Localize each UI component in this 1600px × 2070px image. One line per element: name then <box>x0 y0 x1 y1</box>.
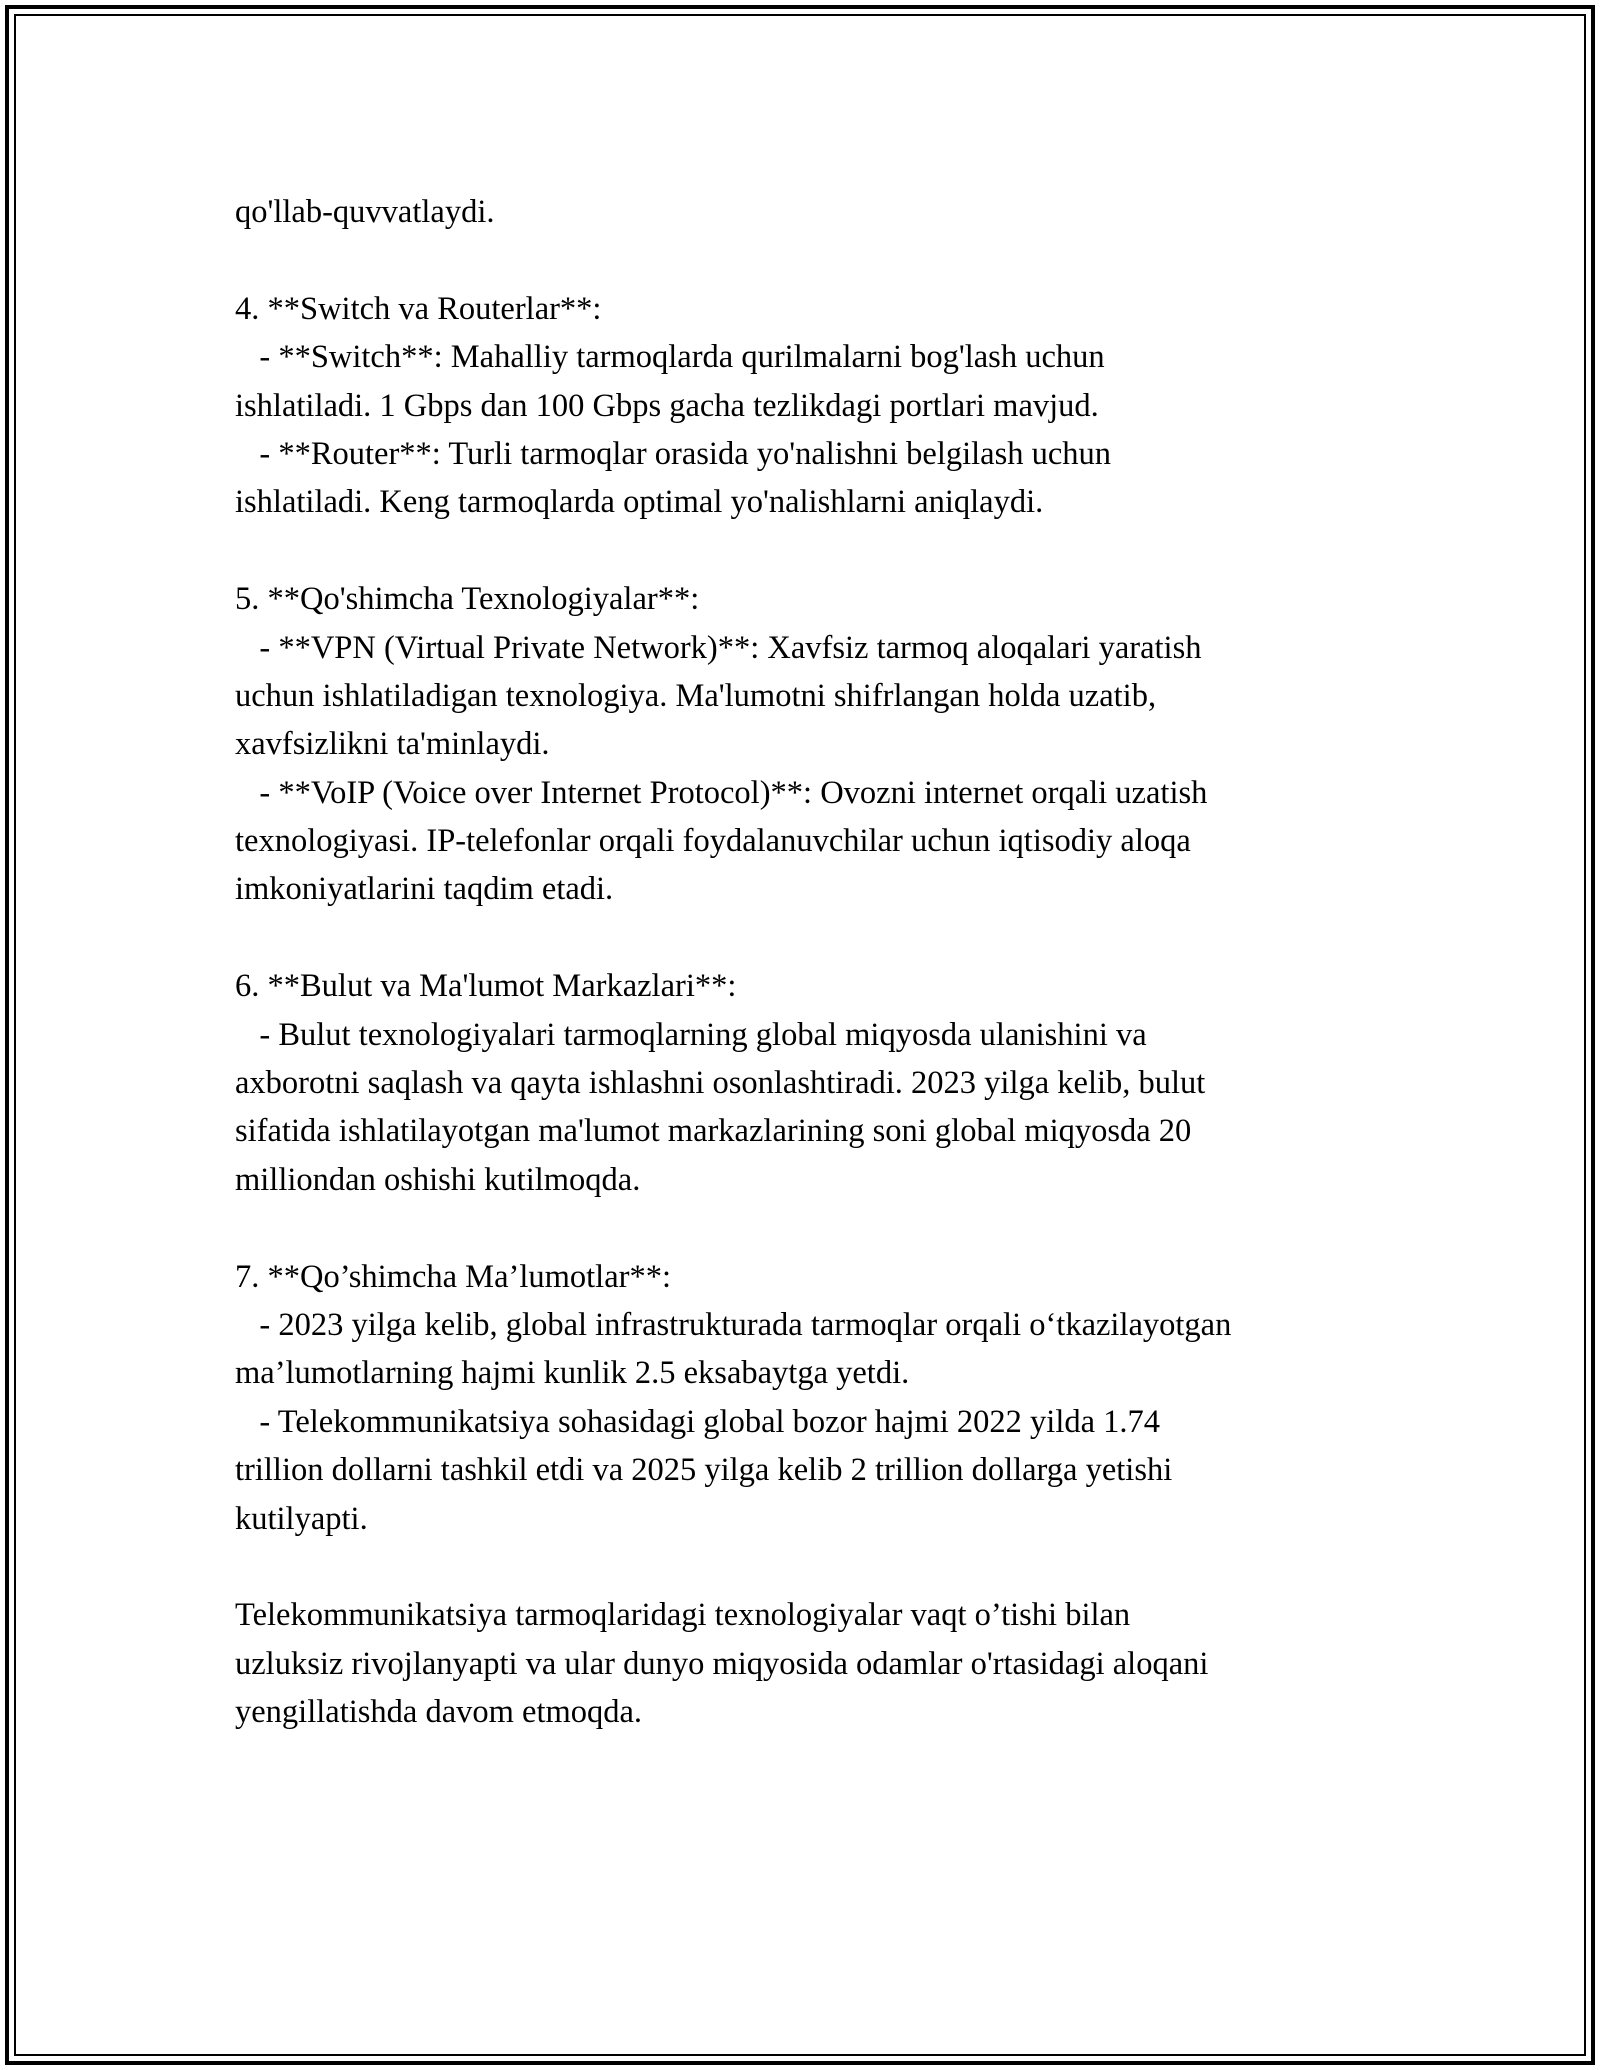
text-line: - **VoIP (Voice over Internet Protocol)**: Ovozni internet orqali uzatish <box>235 774 1208 811</box>
text-line: ma’lumotlarning hajmi kunlik 2.5 eksabaytga yetdi. <box>235 1355 910 1392</box>
text-line: texnologiyasi. IP-telefonlar orqali foydalanuvchilar uchun iqtisodiy aloqa <box>235 823 1191 860</box>
text-line: - **Router**: Turli tarmoqlar orasida yo'nalishni belgilash uchun <box>235 435 1112 472</box>
blank-line <box>235 1204 1385 1252</box>
text-line: milliondan oshishi kutilmoqda. <box>235 1161 641 1198</box>
section-heading: 4. **Switch va Routerlar**: <box>235 290 602 327</box>
text-line: Telekommunikatsiya tarmoqlaridagi texnologiyalar vaqt o’tishi bilan <box>235 1597 1131 1634</box>
blank-line <box>235 236 1385 284</box>
text-line: sifatida ishlatilayotgan ma'lumot markazlarining soni global miqyosda 20 <box>235 1113 1192 1150</box>
text-line: axborotni saqlash va qayta ishlashni osonlashtiradi. 2023 yilga kelib, bulut <box>235 1065 1206 1102</box>
text-line: imkoniyatlarini taqdim etadi. <box>235 871 614 908</box>
text-line: xavfsizlikni ta'minlaydi. <box>235 726 550 763</box>
text-line: yengillatishda davom etmoqda. <box>235 1694 643 1731</box>
section-heading: 7. **Qo’shimcha Ma’lumotlar**: <box>235 1258 671 1295</box>
section-heading: 6. **Bulut va Ma'lumot Markazlari**: <box>235 968 737 1005</box>
text-line: kutilyapti. <box>235 1500 368 1537</box>
text-line: - **VPN (Virtual Private Network)**: Xavfsiz tarmoq aloqalari yaratish <box>235 629 1202 666</box>
text-line: uchun ishlatiladigan texnologiya. Ma'lumotni shifrlangan holda uzatib, <box>235 677 1157 714</box>
text-line: ishlatiladi. Keng tarmoqlarda optimal yo'nalishlarni aniqlaydi. <box>235 484 1044 521</box>
blank-line <box>235 914 1385 962</box>
document-body <box>235 188 1385 1737</box>
text-line: - **Switch**: Mahalliy tarmoqlarda qurilmalarni bog'lash uchun <box>235 339 1105 376</box>
blank-line <box>235 527 1385 575</box>
text-line: - Bulut texnologiyalari tarmoqlarning global miqyosda ulanishini va <box>235 1016 1147 1053</box>
text-line: qo'llab-quvvatlaydi. <box>235 194 495 230</box>
text-line: - Telekommunikatsiya sohasidagi global bozor hajmi 2022 yilda 1.74 <box>235 1403 1161 1440</box>
text-line: uzluksiz rivojlanyapti va ular dunyo miqyosida odamlar o'rtasidagi aloqani <box>235 1645 1209 1682</box>
text-line: ishlatiladi. 1 Gbps dan 100 Gbps gacha tezlikdagi portlari mavjud. <box>235 387 1099 424</box>
blank-line <box>235 1543 1385 1591</box>
text-line: - 2023 yilga kelib, global infrastrukturada tarmoqlar orqali o‘tkazilayotgan <box>235 1306 1232 1343</box>
section-heading: 5. **Qo'shimcha Texnologiyalar**: <box>235 581 700 618</box>
text-line: trillion dollarni tashkil etdi va 2025 yilga kelib 2 trillion dollarga yetishi <box>235 1452 1173 1489</box>
